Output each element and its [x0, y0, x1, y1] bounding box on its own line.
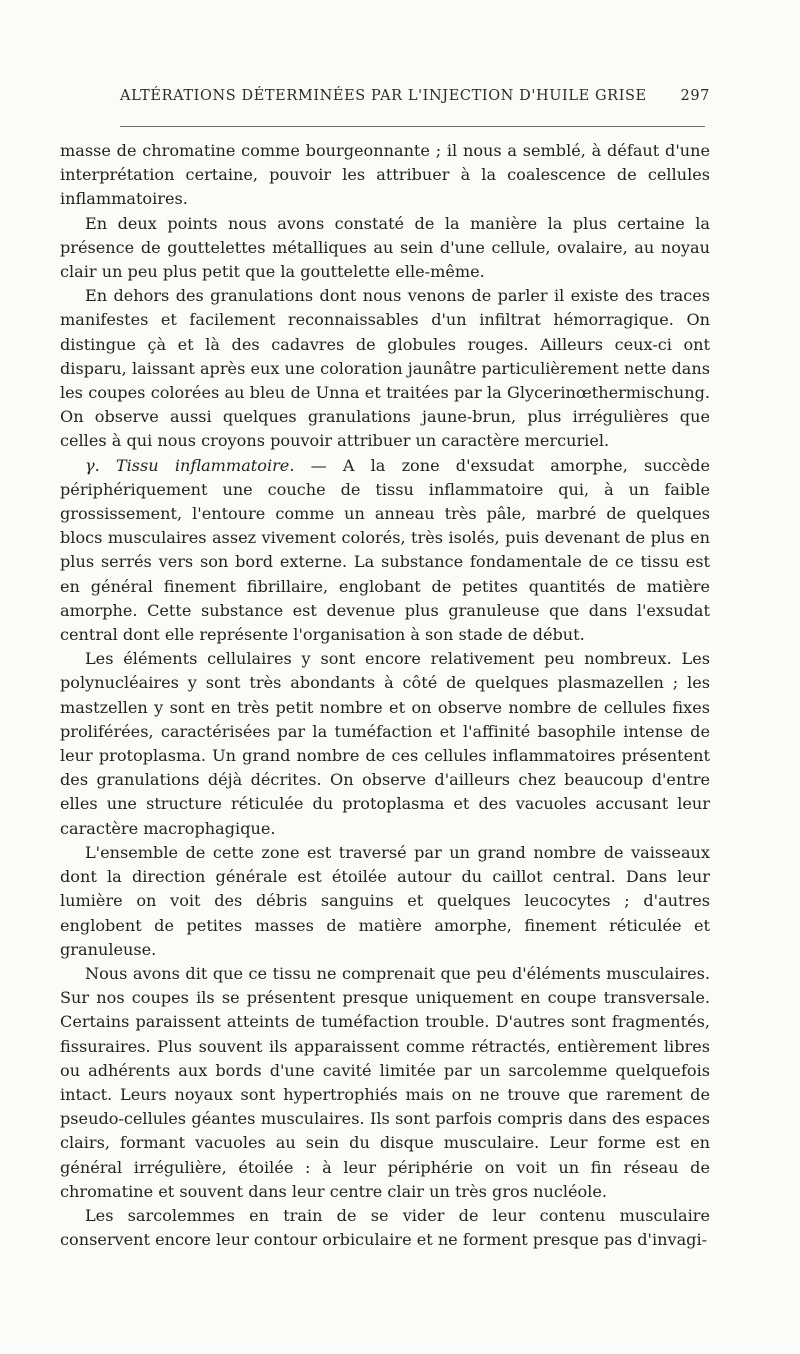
paragraph-5: Les éléments cellulaires y sont encore relativement peu nombreux. Les polynucléaires y sont très abondants à côté de quelques plasmazellen ; les mastzellen y sont en très petit nombre et on observe nombre de cellules fixes proliférées, caractérisées par la tuméfaction et l'affinité basophile intense de leur protoplasma. Un grand nombre de ces cellules inflammatoires présentent des granulations déjà décrites. On observe d'ailleurs chez beaucoup d'entre elles une structure réticulée du protoplasma et des vacuoles accusant leur caractère macrophagique. — [60, 649, 710, 838]
paragraph-4-text: — A la zone d'exsudat amorphe, succède périphériquement une couche de tissu inflammatoire qui, à un faible grossissement, l'entoure comme un anneau très pâle, marbré de quelques blocs musculaires assez vivement colorés, très isolés, puis devenant de plus en plus serrés vers son bord externe. La substance fondamentale de ce tissu est en général finement fibrillaire, englobant de petites quantités de matière amorphe. Cette substance est devenue plus granuleuse que dans l'exsudat central dont elle représente l'organisation à son stade de début. — [60, 455, 710, 645]
body-text — [60, 139, 710, 1252]
paragraph-4 — [60, 454, 710, 648]
paragraph-1: masse de chromatine comme bourgeonnante ; il nous a semblé, à défaut d'une interprétation certaine, pouvoir les attribuer à la coalescence de cellules inflammatoires. — [60, 141, 710, 209]
paragraph-2: En deux points nous avons constaté de la manière la plus certaine la présence de gouttelettes métalliques au sein d'une cellule, ovalaire, au noyau clair un peu plus petit que la gouttelette elle-même. — [60, 213, 710, 282]
paragraph-8: Les sarcolemmes en train de se vider de leur contenu musculaire conservent encore leur contour orbiculaire et ne forment presque pas d'invagi- — [60, 1205, 710, 1250]
paragraph-7: Nous avons dit que ce tissu ne comprenait que peu d'éléments musculaires. Sur nos coupes ils se présentent presque uniquement en coupe transversale. Certains paraissent atteints de tuméfaction trouble. D'autres sont fragmentés, fissuraires. Plus souvent ils apparaissent comme rétractés, entièrement libres ou adhérents aux bords d'une cavité limitée par un sarcolemme quelquefois intact. Leurs noyaux sont hypertrophiés mais on ne trouve que rarement de pseudo-cellules géantes musculaires. Ils sont parfois compris dans des espaces clairs, formant vacuoles au sein du disque musculaire. Leur forme est en général irrégulière, étoilée : à leur périphérie on voit un fin réseau de chromatine et souvent dans leur centre clair un très gros nucléole. — [60, 963, 710, 1201]
running-title: ALTÉRATIONS DÉTERMINÉES PAR L'INJECTION D'HUILE GRISE — [120, 88, 647, 104]
header-rule — [120, 126, 705, 127]
running-header — [120, 88, 710, 110]
section-label-tissu-inflammatoire: γ. Tissu inflammatoire. — [85, 455, 295, 475]
page-number: 297 — [680, 88, 710, 104]
paragraph-6: L'ensemble de cette zone est traversé par un grand nombre de vaisseaux dont la direction générale est étoilée autour du caillot central. Dans leur lumière on voit des débris sanguins et quelques leucocytes ; d'autres englobent de petites masses de matière amorphe, finement réticulée et granuleuse. — [60, 842, 710, 959]
paragraph-3: En dehors des granulations dont nous venons de parler il existe des traces manifestes et facilement reconnaissables d'un infiltrat hémorragique. On distingue çà et là des cadavres de globules rouges. Ailleurs ceux-ci ont disparu, laissant après eux une coloration jaunâtre particulièrement nette dans les coupes colorées au bleu de Unna et traitées par la Glycerinœthermischung. On observe aussi quelques granulations jaune-brun, plus irrégulières que celles à qui nous croyons pouvoir attribuer un caractère mercuriel. — [60, 286, 710, 451]
